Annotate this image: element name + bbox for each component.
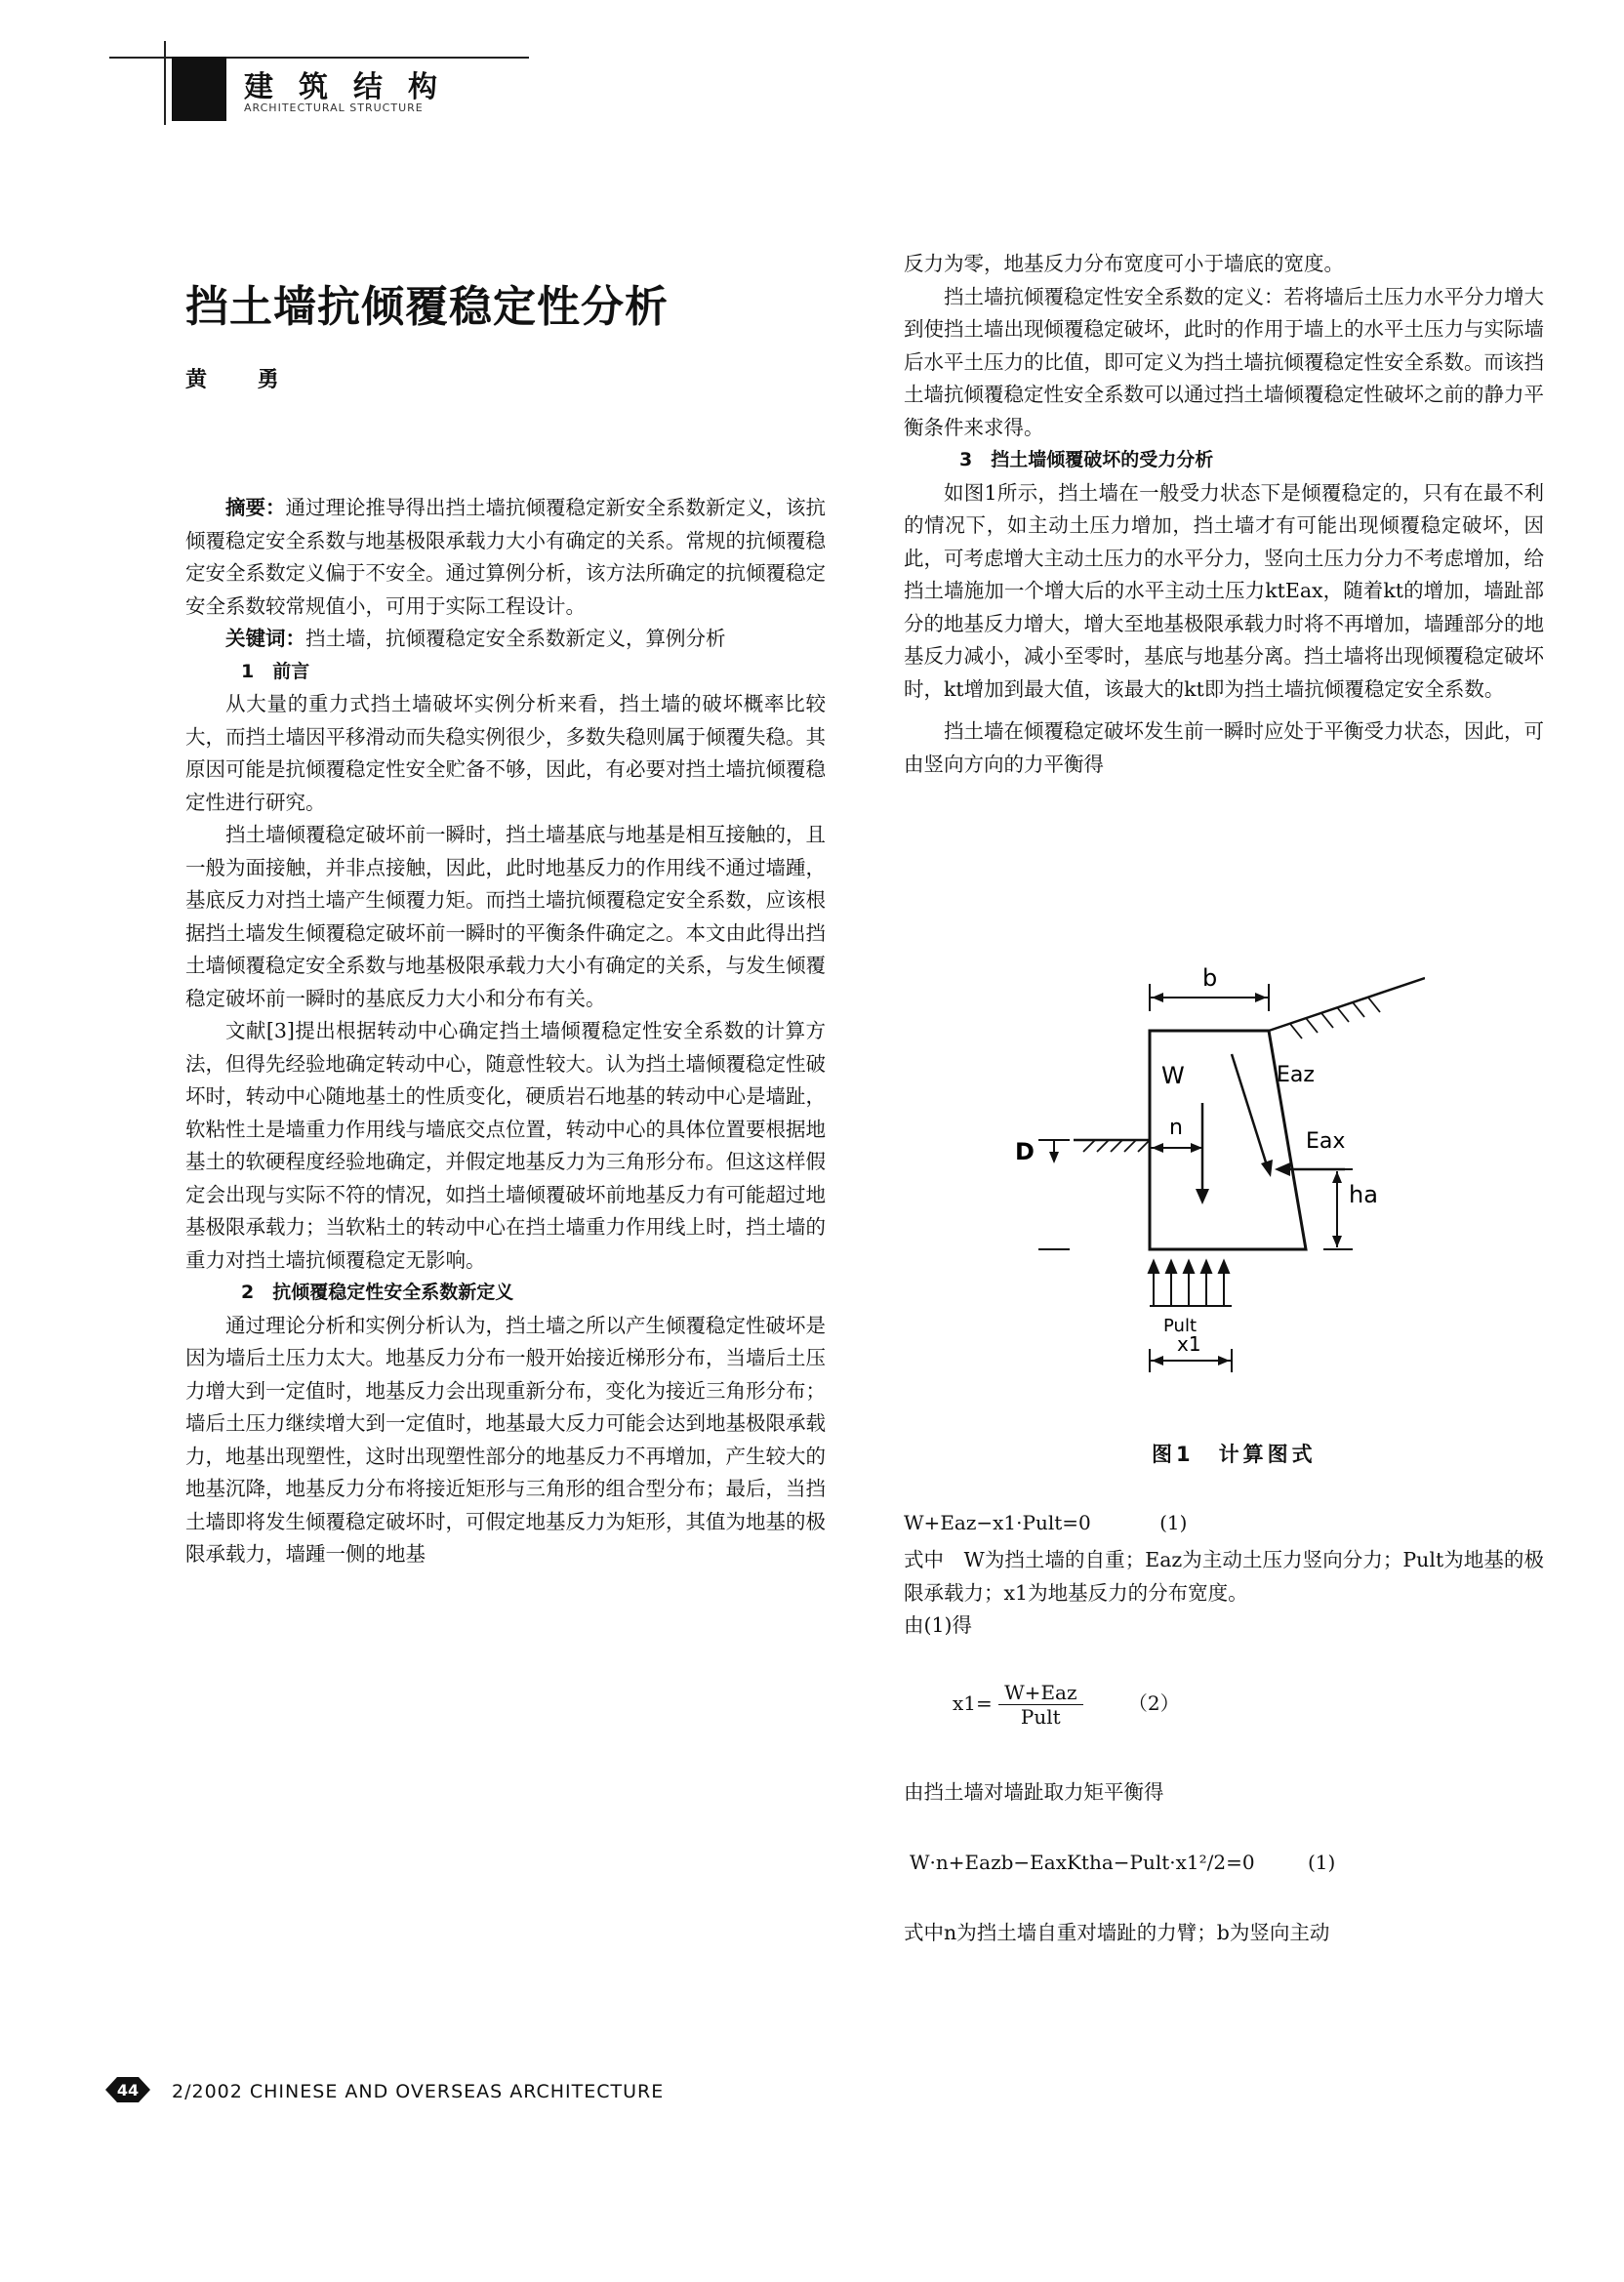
label-pult: Pult <box>1163 1316 1198 1336</box>
label-eaz: Eaz <box>1277 1063 1315 1087</box>
equation-2-lhs: x1= <box>953 1691 993 1715</box>
abstract <box>185 492 826 623</box>
label-d: D <box>1015 1138 1035 1165</box>
equation-2-denominator: Pult <box>1020 1705 1061 1729</box>
moment-text-block <box>904 1776 1544 1810</box>
ha-arrow-bottom <box>1332 1236 1342 1247</box>
paragraph: 挡土墙倾覆稳定破坏前一瞬时，挡土墙基底与地基是相互接触的，且一般为面接触，并非点接触，因此，此时地基反力的作用线不通过墙踵，基底反力对挡土墙产生倾覆力矩。而挡土墙抗倾覆稳定安全系数，应该根据挡土墙发生倾覆稳定破坏前一瞬时的平衡条件确定之。本文由此得出挡土墙倾覆稳定安全系数与地基极限承载力大小有确定的关系，与发生倾覆稳定破坏前一瞬时的基底反力大小和分布有关。 <box>185 823 826 1010</box>
figure-caption: 图1 计算图式 <box>1152 1443 1317 1466</box>
keywords-label: 关键词： <box>225 627 305 650</box>
figure-1 <box>1015 957 1425 1406</box>
ha-arrow-top <box>1332 1171 1342 1183</box>
equation-2 <box>953 1681 1180 1729</box>
equation-2-numerator: W+Eaz <box>998 1681 1082 1705</box>
b-arrow-right <box>1255 993 1267 1002</box>
article-title: 挡土墙抗倾覆稳定性分析 <box>185 282 669 332</box>
label-n: n <box>1169 1116 1183 1140</box>
journal-title: 建筑结构 <box>244 70 463 104</box>
paragraph: 式中 W为挡土墙的自重；Eaz为主动土压力竖向分力；Pult为地基的极限承载力；x1为地基反力的分布宽度。 <box>904 1548 1544 1605</box>
equation-3-explanation <box>904 1917 1544 1950</box>
section-heading-2: 2 抗倾覆稳定性安全系数新定义 <box>241 1282 514 1303</box>
page-number: 44 <box>116 2081 140 2099</box>
equation-3 <box>910 1851 1335 1874</box>
paragraph: 式中n为挡土墙自重对墙趾的力臂；b为竖向主动 <box>904 1921 1330 1944</box>
retaining-wall-diagram <box>1015 957 1425 1406</box>
abstract-text: 通过理论推导得出挡土墙抗倾覆稳定新安全系数新定义，该抗倾覆稳定安全系数与地基极限承载力大小有确定的关系。常规的抗倾覆稳定安全系数定义偏于不安全。通过算例分析，该方法所确定的抗倾覆稳定安全系数较常规值小，可用于实际工程设计。 <box>185 496 826 618</box>
equation-1-explanation <box>904 1544 1544 1643</box>
article-author: 黄 勇 <box>185 368 301 392</box>
footer-issue-text: 2/2002 CHINESE AND OVERSEAS ARCHITECTURE <box>172 2081 665 2102</box>
keywords-text: 挡土墙，抗倾覆稳定安全系数新定义，算例分析 <box>305 627 726 650</box>
abstract-label: 摘要： <box>225 496 286 519</box>
page-number-badge <box>105 2075 150 2104</box>
label-b: b <box>1202 964 1218 992</box>
paragraph: 反力为零，地基反力分布宽度可小于墙底的宽度。 <box>904 252 1344 275</box>
paragraph: 文献[3]提出根据转动中心确定挡土墙倾覆稳定性安全系数的计算方法，但得先经验地确定转动中心，随意性较大。认为挡土墙倾覆稳定性破坏时，转动中心随地基土的性质变化，硬质岩石地基的转动中心是墙趾，软粘性土是墙重力作用线与墙底交点位置，转动中心的具体位置要根据地基土的软硬程度经验地确定，并假定地基反力为三角形分布。但这这样假定会出现与实际不符的情况，如挡土墙倾覆破坏前地基反力有可能超过地基极限承载力；当软粘土的转动中心在挡土墙重力作用线上时，挡土墙的重力对挡土墙抗倾覆稳定无影响。 <box>185 1019 826 1272</box>
paragraph: 由挡土墙对墙趾取力矩平衡得 <box>904 1780 1164 1804</box>
equation-1 <box>904 1511 1187 1534</box>
equation-2-number: （2） <box>1127 1691 1180 1715</box>
pult-arrows <box>1149 1261 1229 1306</box>
header-vertical-rule <box>164 41 166 125</box>
keywords <box>185 623 826 656</box>
x1-arrow-right <box>1218 1356 1230 1365</box>
section-heading-1: 1 前言 <box>241 660 310 682</box>
label-x1: x1 <box>1177 1332 1201 1356</box>
paragraph: 从大量的重力式挡土墙破坏实例分析来看，挡土墙的破坏概率比较大，而挡土墙因平移滑动而失稳实例很少，多数失稳则属于倾覆失稳。其原因可能是抗倾覆稳定性安全贮备不够，因此，有必要对挡土墙抗倾覆稳定性进行研究。 <box>185 692 826 814</box>
backfill-slope <box>1269 978 1425 1031</box>
equation-1-body: W+Eaz−x1·Pult=0 <box>904 1511 1091 1534</box>
paragraph: 挡土墙在倾覆稳定破坏发生前一瞬时应处于平衡受力状态，因此，可由竖向方向的力平衡得 <box>904 719 1544 776</box>
label-w: W <box>1161 1062 1185 1089</box>
paragraph: 通过理论分析和实例分析认为，挡土墙之所以产生倾覆稳定性破坏是因为墙后土压力太大。地基反力分布一般开始接近梯形分布，当墙后土压力增大到一定值时，地基反力会出现重新分布，变化为接近三角形分布；墙后土压力继续增大到一定值时，地基最大反力可能会达到地基极限承载力，地基出现塑性，这时出现塑性部分的地基反力不再增加，产生较大的地基沉降，地基反力分布将接近矩形与三角形的组合型分布；最后，当挡土墙即将发生倾覆稳定破坏时，可假定地基反力为矩形，其值为地基的极限承载力，墙踵一侧的地基 <box>185 1313 826 1566</box>
paragraph: 挡土墙抗倾覆稳定性安全系数的定义：若将墙后土压力水平分力增大到使挡土墙出现倾覆稳定破坏，此时的作用于墙上的水平土压力与实际墙后水平土压力的比值，即可定义为挡土墙抗倾覆稳定性安全系数。而该挡土墙抗倾覆稳定性安全系数可以通过挡土墙倾覆稳定性破坏之前的静力平衡条件来求得。 <box>904 284 1544 439</box>
right-column <box>904 248 1544 781</box>
d-arrow <box>1049 1152 1059 1163</box>
label-eax: Eax <box>1306 1129 1346 1154</box>
label-ha: ha <box>1349 1181 1378 1208</box>
equation-1-number: (1) <box>1159 1511 1188 1534</box>
equation-3-body: W·n+Eazb−EaxKtha−Pult·x1²/2=0 <box>910 1851 1255 1874</box>
x1-arrow-left <box>1152 1356 1163 1365</box>
section-heading-3: 3 挡土墙倾覆破坏的受力分析 <box>959 449 1214 470</box>
front-ground-hatch <box>1083 1140 1150 1152</box>
header-black-block <box>172 57 226 121</box>
paragraph: 由(1)得 <box>904 1613 973 1637</box>
journal-subtitle: ARCHITECTURAL STRUCTURE <box>244 102 424 114</box>
equation-3-number: (1) <box>1307 1851 1336 1874</box>
b-arrow-left <box>1152 993 1163 1002</box>
equation-2-fraction <box>998 1681 1082 1729</box>
paragraph: 如图1所示，挡土墙在一般受力状态下是倾覆稳定的，只有在最不利的情况下，如主动土压力增加，挡土墙才有可能出现倾覆稳定破坏，因此，可考虑增大主动土压力的水平分力，竖向土压力分力不考虑增加，给挡土墙施加一个增大后的水平主动土压力ktEax，随着kt的增加，墙趾部分的地基反力增大，增大至地基极限承载力时将不再增加，墙踵部分的地基反力减小，减小至零时，基底与地基分离。挡土墙将出现倾覆稳定破坏时，kt增加到最大值，该最大的kt即为挡土墙抗倾覆稳定安全系数。 <box>904 480 1544 701</box>
left-column <box>185 492 826 1571</box>
